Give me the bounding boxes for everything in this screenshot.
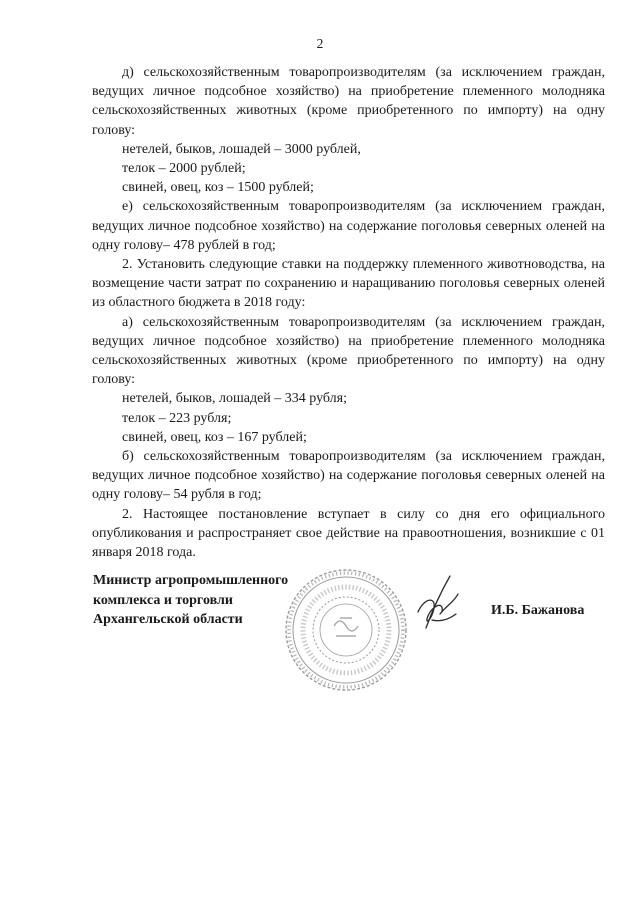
handwritten-signature-icon	[412, 572, 468, 636]
rate-item: нетелей, быков, лошадей – 3000 рублей,	[122, 141, 361, 157]
paragraph-effective-date: 2. Настоящее постановление вступает в силу со дня его официального опубликования и распространяет свое действие на правоотношения, возникшие с 01 января 2018 года.	[92, 506, 605, 561]
signatory-name: И.Б. Бажанова	[491, 603, 585, 618]
signatory-title-line: Архангельской области	[93, 612, 243, 627]
rate-item: телок – 223 рубля;	[122, 410, 232, 426]
rate-item: свиней, овец, коз – 167 рублей;	[122, 429, 307, 445]
signatory-title-line: Министр агропромышленного	[93, 573, 289, 588]
document-body	[92, 63, 605, 562]
rate-item: нетелей, быков, лошадей – 334 рубля;	[122, 391, 347, 407]
signatory-title-line: комплекса и торговли	[93, 592, 233, 608]
paragraph-a: а) сельскохозяйственным товаропроизводителям (за исключением граждан, ведущих личное подсобное хозяйство) на приобретение племенного молодняка сельскохозяйственных животных (кроме приобретенного по импорту) на одну голову:	[92, 314, 605, 388]
signatory-title	[93, 571, 288, 630]
paragraph-e: е) сельскохозяйственным товаропроизводителям (за исключением граждан, ведущих личное подсобное хозяйство) на содержание поголовья северных оленей на одну голову– 478 рублей в год;	[92, 199, 605, 253]
rate-item: телок – 2000 рублей;	[122, 161, 246, 177]
official-seal-icon	[282, 566, 410, 694]
paragraph-b: б) сельскохозяйственным товаропроизводителям (за исключением граждан, ведущих личное подсобное хозяйство) на содержание поголовья северных оленей на одну голову– 54 рубля в год;	[92, 449, 605, 503]
page-number: 2	[316, 36, 324, 51]
rate-item: свиней, овец, коз – 1500 рублей;	[122, 180, 314, 196]
paragraph-2-rates: 2. Установить следующие ставки на поддержку племенного животноводства, на возмещение части затрат по сохранению и наращиванию поголовья северных оленей из областного бюджета в 2018 году:	[92, 257, 605, 311]
paragraph-d: д) сельскохозяйственным товаропроизводителям (за исключением граждан, ведущих личное подсобное хозяйство) на приобретение племенного молодняка сельскохозяйственных животных (кроме приобретенного по импорту) на одну голову:	[92, 65, 605, 138]
